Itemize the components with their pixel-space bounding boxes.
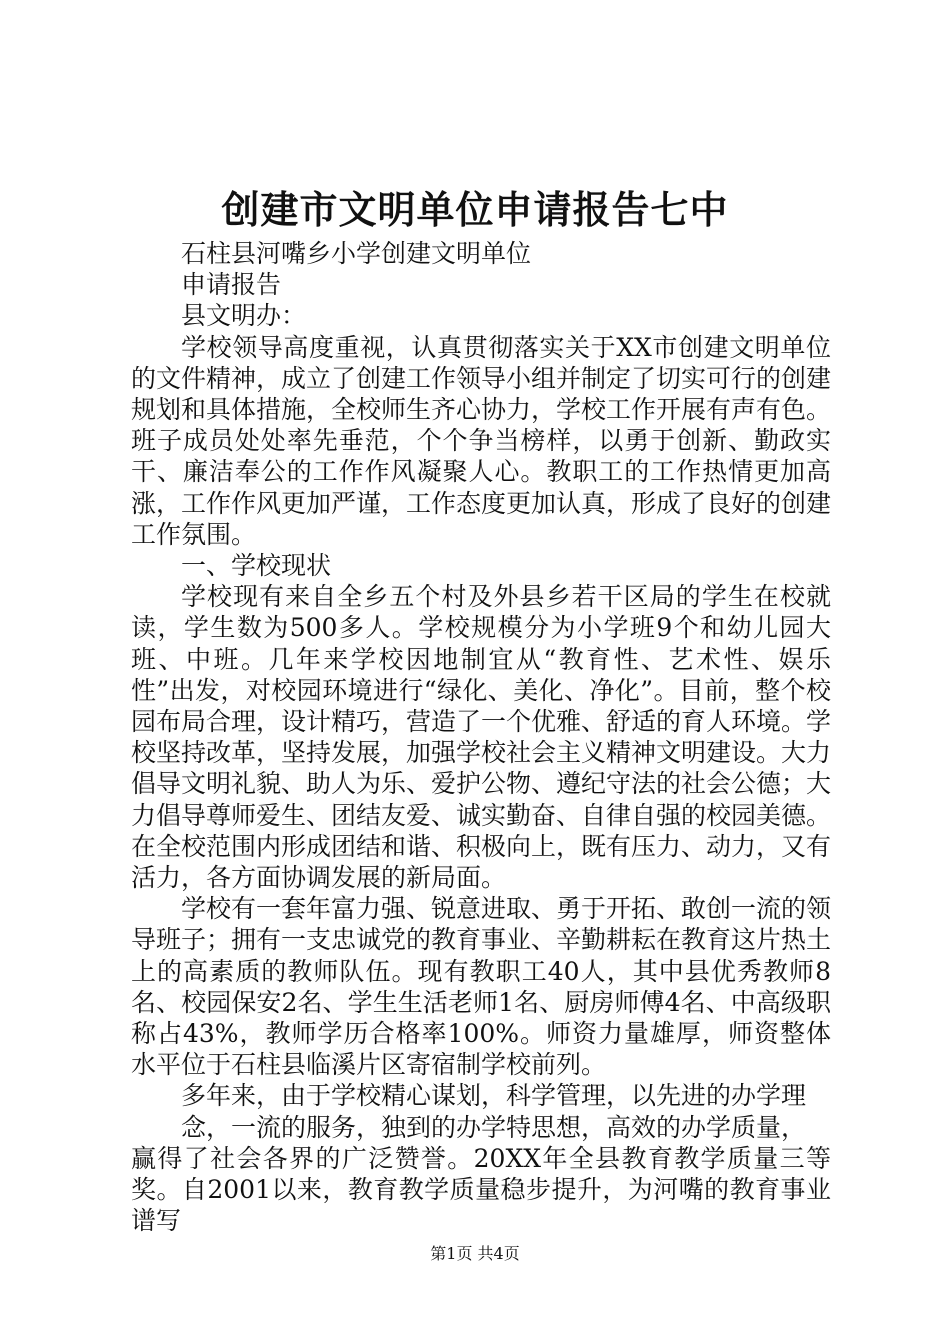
paragraph-report-label: 申请报告 <box>181 270 282 300</box>
document-title: 创建市文明单位申请报告七中 <box>221 187 729 232</box>
paragraph-achievements-line2: 念，一流的服务，独到的办学特思想，高效的办学质量， <box>181 1112 807 1142</box>
paragraph-salutation: 县文明办： <box>181 301 307 331</box>
paragraph-school-status: 学校现有来自全乡五个村及外县乡若干区局的学生在校就读，学生数为500多人。学校规模分为小学班9个和幼儿园大班、中班。几年来学校因地制宜从“教育性、艺术性、娱乐性”出发，对校园环境进行“绿化、美化、净化”。目前，整个校园布局合理，设计精巧，营造了一个优雅、舒适的育人环境。学校坚持改革，坚持发展，加强学校社会主义精神文明建设。大力倡导文明礼貌、助人为乐、爱护公物、遵纪守法的社会公德；大力倡导尊师爱生、团结友爱、诚实勤奋、自律自强的校园美德。在全校范围内形成团结和谐、积极向上，既有压力、动力，又有活力，各方面协调发展的新局面。 <box>131 582 832 893</box>
paragraph-school-name: 石柱县河嘴乡小学创建文明单位 <box>181 239 532 268</box>
paragraph-achievements-line1: 多年来，由于学校精心谋划，科学管理，以先进的办学理 <box>181 1081 807 1111</box>
paragraph-intro: 学校领导高度重视，认真贯彻落实关于XX市创建文明单位的文件精神，成立了创建工作领导小组并制定了切实可行的创建规划和具体措施，全校师生齐心协力，学校工作开展有声有色。班子成员处处率先垂范，个个争当榜样，以勇于创新、勤政实干、廉洁奉公的工作作风凝聚人心。教职工的工作热情更加高涨，工作作风更加严谨，工作态度更加认真，形成了良好的创建工作氛围。 <box>131 332 832 549</box>
page-number: 第1页 共4页 <box>430 1244 520 1263</box>
paragraph-staff: 学校有一套年富力强、锐意进取、勇于开拓、敢创一流的领导班子；拥有一支忠诚党的教育事业、辛勤耕耘在教育这片热土上的高素质的教师队伍。现有教职工40人，其中县优秀教师8名、校园保安2名、学生生活老师1名、厨房师傅4名、中高级职称占43%，教师学历合格率100%。师资力量雄厚，师资整体水平位于石柱县临溪片区寄宿制学校前列。 <box>131 894 832 1080</box>
document-body <box>131 238 831 1237</box>
paragraph-achievements-cont: 赢得了社会各界的广泛赞誉。20XX年全县教育教学质量三等奖。自2001以来，教育教学质量稳步提升，为河嘴的教育事业谱写 <box>131 1143 831 1236</box>
section-heading-status: 一、学校现状 <box>181 551 332 581</box>
